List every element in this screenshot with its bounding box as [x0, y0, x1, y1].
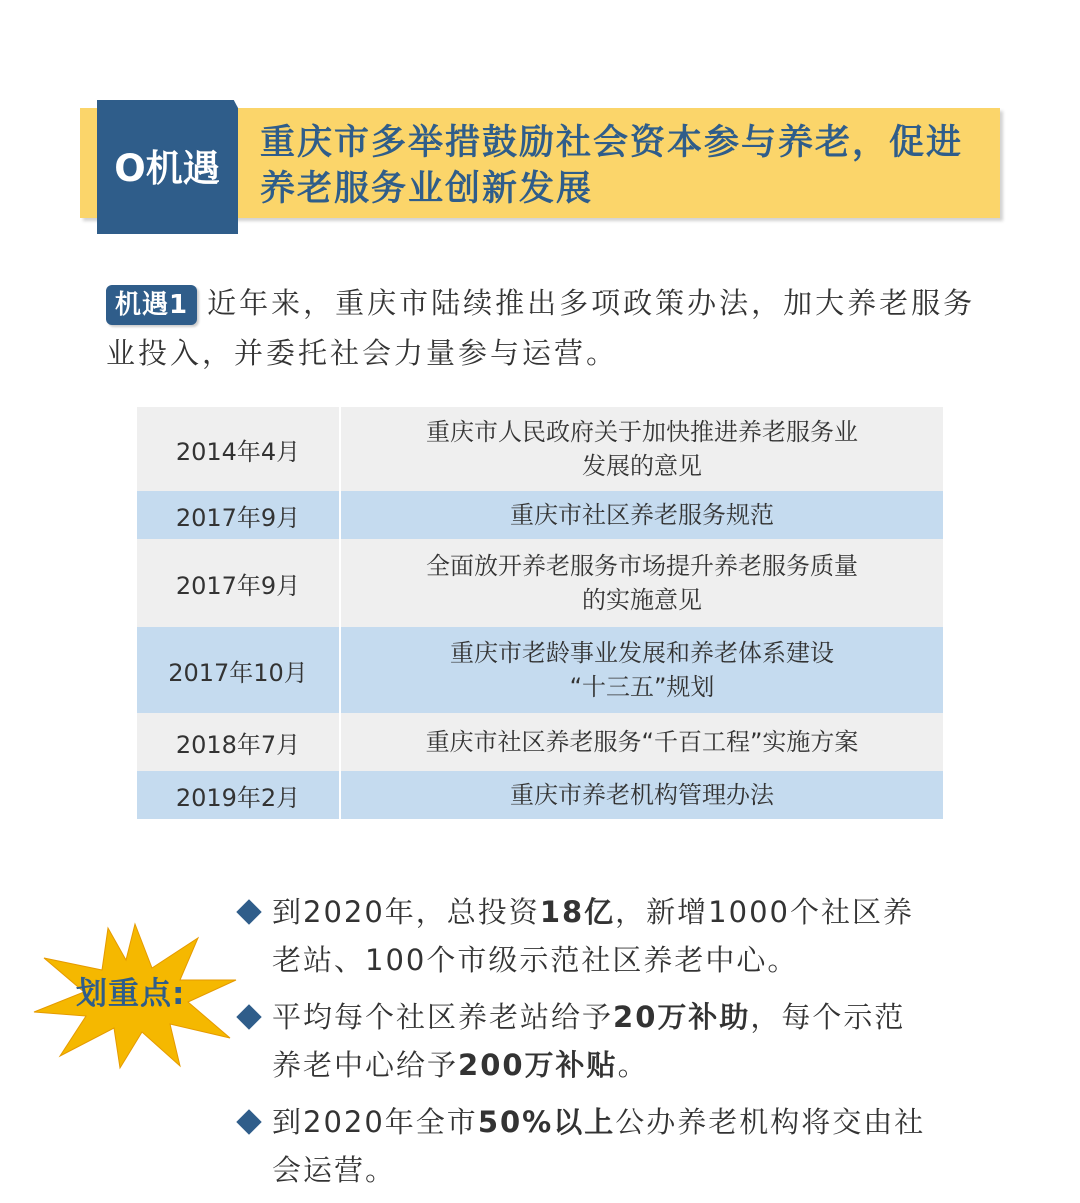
policy-title-line: 重庆市社区养老服务规范 [510, 501, 774, 529]
list-item [236, 1098, 936, 1194]
point-text: ，每个示范养老中心给予 [272, 1000, 906, 1082]
policy-title-line: 重庆市老龄事业发展和养老体系建设 [450, 639, 834, 667]
intro-paragraph [106, 278, 986, 378]
point-emphasis: 200万补贴 [458, 1048, 618, 1082]
diamond-bullet-icon [236, 1004, 261, 1029]
point-text: 到2020年，总投资 [272, 895, 540, 929]
policy-title-line: 重庆市养老机构管理办法 [510, 781, 774, 809]
policy-title [340, 627, 943, 713]
list-item [236, 888, 936, 984]
policy-title-line: 重庆市人民政府关于加快推进养老服务业 [426, 418, 858, 446]
policy-title-line: “十三五”规划 [569, 673, 715, 701]
policy-title-line: 全面放开养老服务市场提升养老服务质量 [426, 552, 858, 580]
table-row [137, 491, 943, 539]
policy-title [340, 491, 943, 539]
point-text: 到2020年全市 [272, 1105, 478, 1139]
table-row [137, 407, 943, 491]
table-row [137, 713, 943, 771]
point-emphasis: 20万补助 [613, 1000, 751, 1034]
table-row [137, 771, 943, 819]
highlights-list [236, 888, 936, 1203]
point-text: ，新增1000个社区养老站、100个市级示范社区养老中心。 [272, 895, 914, 977]
policy-title-line: 发展的意见 [582, 452, 702, 480]
diamond-bullet-icon [236, 1109, 261, 1134]
point-emphasis: 18亿 [539, 895, 616, 929]
opportunity-tag: 机遇1 [106, 285, 197, 325]
policy-title-line: 重庆市社区养老服务“千百工程”实施方案 [425, 728, 859, 756]
policy-title [340, 713, 943, 771]
page-title: 重庆市多举措鼓励社会资本参与养老，促进养老服务业创新发展 [260, 123, 964, 209]
highlights-label: 划重点: [76, 976, 186, 1012]
point-emphasis: 50%以上 [477, 1105, 616, 1139]
policy-title [340, 539, 943, 627]
diamond-bullet-icon [236, 899, 261, 924]
policy-date: 2017年10月 [137, 627, 340, 713]
table-row [137, 627, 943, 713]
policy-date: 2018年7月 [137, 713, 340, 771]
policy-date: 2014年4月 [137, 407, 340, 491]
policy-date: 2017年9月 [137, 539, 340, 627]
policy-table [137, 407, 943, 819]
policy-title-line: 的实施意见 [582, 586, 702, 614]
policy-date: 2019年2月 [137, 771, 340, 819]
intro-text: 近年来，重庆市陆续推出多项政策办法，加大养老服务业投入，并委托社会力量参与运营。 [106, 286, 976, 370]
policy-title [340, 771, 943, 819]
point-text: 。 [617, 1048, 649, 1082]
header-badge-text: O机遇 [114, 147, 220, 190]
policy-title [340, 407, 943, 491]
point-text: 平均每个社区养老站给予 [272, 1000, 614, 1034]
table-row [137, 539, 943, 627]
list-item [236, 993, 936, 1089]
point-text: 公办养老机构将交由社会运营。 [272, 1105, 926, 1187]
policy-date: 2017年9月 [137, 491, 340, 539]
